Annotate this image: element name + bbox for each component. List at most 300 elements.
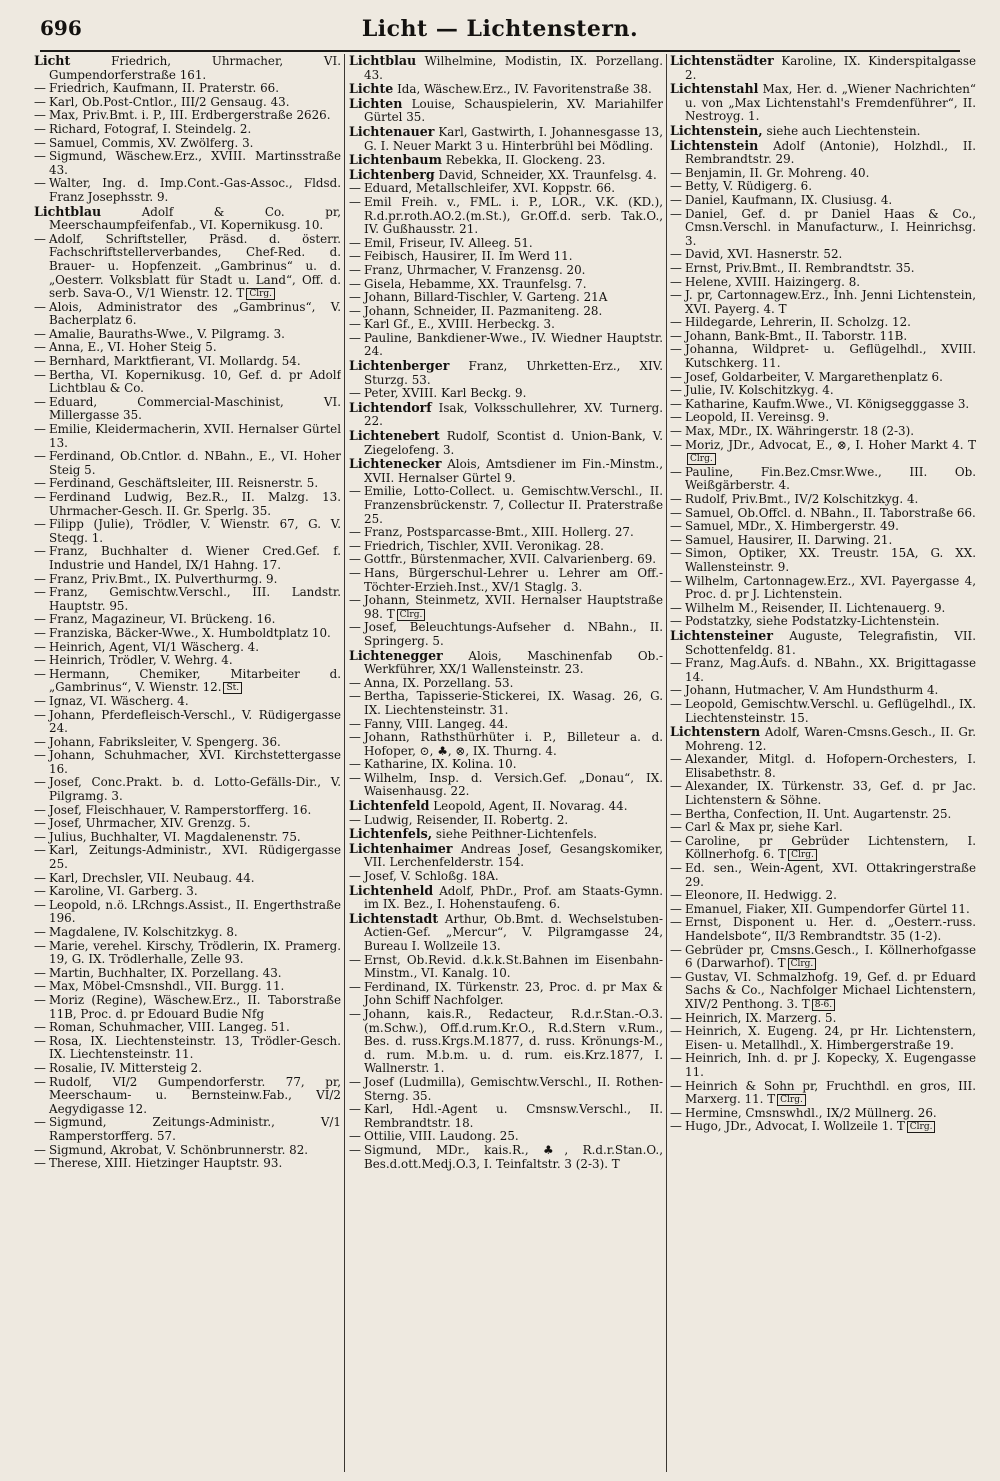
entry-text: Hermine, Cmsnswhdl., IX/2 Müllnerg. 26. <box>685 1105 937 1120</box>
ditto-dash: — <box>34 1060 46 1075</box>
ditto-dash: — <box>670 1105 682 1120</box>
entry-text: Franz, Uhrketten-Erz., XIV. Sturzg. 53. <box>364 359 663 387</box>
ditto-dash: — <box>349 770 361 785</box>
directory-entry <box>349 827 663 842</box>
entry-text: Simon, Optiker, XX. Treustr. 15A, G. XX. Wallensteinstr. 9. <box>685 546 976 574</box>
entry-text: Samuel, Commis, XV. Zwölferg. 3. <box>49 135 254 150</box>
ditto-dash: — <box>349 386 361 401</box>
entry-text: Alois, Administrator des „Gambrinus“, V. Bacherplatz 6. <box>49 299 341 328</box>
directory-entry <box>349 264 663 278</box>
directory-entry <box>349 153 663 168</box>
ditto-dash: — <box>34 938 46 953</box>
ditto-dash: — <box>349 689 361 704</box>
ditto-dash: — <box>34 1115 46 1130</box>
entry-surname: Lichtenstein, <box>670 122 763 138</box>
entry-text: Carl & Max pr, siehe Karl. <box>685 820 843 835</box>
directory-entry <box>34 150 341 177</box>
entry-text: Rudolf, Scontist d. Union-Bank, V. Ziegelofeng. 3. <box>364 429 663 457</box>
ditto-dash: — <box>349 1129 361 1144</box>
entry-surname: Lichtenstein <box>670 137 759 153</box>
entry-surname: Lichtenfels, <box>349 826 433 842</box>
entry-text: Karoline, IX. Kinderspitalgasse 2. <box>685 54 976 82</box>
directory-entry <box>670 780 976 807</box>
ditto-dash: — <box>349 869 361 884</box>
ditto-dash: — <box>670 424 682 439</box>
directory-entry <box>670 629 976 657</box>
directory-entry <box>34 491 341 518</box>
entry-text: Josef, Fleischhauer, V. Ramperstorfferg. 16. <box>49 802 312 817</box>
entry-tag: Clrg. <box>788 958 817 970</box>
entry-text: Heinrich, Inh. d. pr J. Kopecky, X. Eugengasse 11. <box>685 1051 976 1079</box>
entry-text: Anna, E., VI. Hoher Steig 5. <box>49 340 217 355</box>
directory-entry <box>349 758 663 772</box>
directory-entry <box>349 731 663 758</box>
ditto-dash: — <box>670 915 682 930</box>
ditto-dash: — <box>34 476 46 491</box>
entry-surname: Lichtenheld <box>349 882 434 898</box>
ditto-dash: — <box>34 121 46 136</box>
entry-text: Adolf, Schriftsteller, Präsd. d. österr. Fachschriftstellerverbandes, Chef-Red. d. Brauer- u. Hopfenzeit. „Gambrinus“ u. d. „Oesterr. Volksblatt für Stadt u. Land“, Off. d. serb. Sava-O., V/1 Wienstr. 12. T <box>49 231 341 301</box>
entry-text: Johann, Schneider, II. Pazmaniteng. 28. <box>364 303 603 318</box>
directory-entry <box>670 276 976 290</box>
ditto-dash: — <box>670 260 682 275</box>
ditto-dash: — <box>34 149 46 164</box>
directory-entry <box>670 507 976 521</box>
directory-entry <box>349 97 663 125</box>
entry-tag: Clrg. <box>246 288 275 300</box>
entry-tag: Clrg. <box>777 1094 806 1106</box>
directory-entry <box>670 316 976 330</box>
directory-entry <box>349 291 663 305</box>
column-1 <box>34 54 341 1474</box>
entry-text: J. pr, Cartonnagew.Erz., Inh. Jenni Lichtenstein, XVI. Payerg. 4. T <box>685 288 976 316</box>
ditto-dash: — <box>34 1156 46 1171</box>
entry-text: Max, Her. d. „Wiener Nachrichten“ u. von „Max Lichtenstahl's Fremdenführer“, II. Nestroyg. 1. <box>685 82 976 124</box>
ditto-dash: — <box>34 299 46 314</box>
ditto-dash: — <box>349 525 361 540</box>
entry-text: Friedrich, Tischler, XVII. Veronikag. 28. <box>364 538 604 553</box>
directory-entry <box>349 649 663 677</box>
ditto-dash: — <box>349 552 361 567</box>
directory-entry <box>34 423 341 450</box>
ditto-dash: — <box>670 369 682 384</box>
entry-text: Leopold, Agent, II. Novarag. 44. <box>433 799 628 814</box>
ditto-dash: — <box>670 437 682 452</box>
ditto-dash: — <box>349 812 361 827</box>
ditto-dash: — <box>349 290 361 305</box>
entry-text: Moriz (Regine), Wäschew.Erz., II. Taborstraße 11B, Proc. d. pr Edouard Budie Nfg <box>49 992 341 1021</box>
entry-text: Julie, IV. Kolschitzkyg. 4. <box>685 383 834 398</box>
directory-entry <box>34 899 341 926</box>
ditto-dash: — <box>670 410 682 425</box>
entry-text: Ottilie, VIII. Laudong. 25. <box>364 1129 519 1144</box>
directory-entry <box>670 262 976 276</box>
entry-text: Heinrich, IX. Marzerg. 5. <box>685 1010 837 1025</box>
directory-entry <box>349 621 663 648</box>
entry-text: Pauline, Bankdiener-Wwe., IV. Wiedner Hauptstr. 24. <box>364 330 663 359</box>
entry-text: Rudolf, Priv.Bmt., IV/2 Kolschitzkyg. 4. <box>685 492 919 506</box>
entry-text: Bertha, Confection, II. Unt. Augartenstr. 25. <box>685 806 952 821</box>
ditto-dash: — <box>34 422 46 437</box>
ditto-dash: — <box>670 1078 682 1093</box>
entry-text: Isak, Volksschullehrer, XV. Turnerg. 22. <box>364 400 663 429</box>
ditto-dash: — <box>349 757 361 772</box>
directory-entry <box>349 332 663 359</box>
directory-entry <box>670 371 976 385</box>
ditto-dash: — <box>34 1033 46 1048</box>
ditto-dash: — <box>349 1074 361 1089</box>
ditto-dash: — <box>34 544 46 559</box>
ditto-dash: — <box>670 888 682 903</box>
directory-entry <box>34 940 341 967</box>
ditto-dash: — <box>34 653 46 668</box>
directory-entry <box>349 182 663 196</box>
ditto-dash: — <box>670 532 682 547</box>
directory-entry <box>349 594 663 621</box>
entry-text: Ernst, Disponent u. Her. d. „Oesterr.-russ. Handelsbote“, II/3 Rembrandtstr. 35 (1-2). <box>685 915 976 943</box>
ditto-dash: — <box>34 829 46 844</box>
entry-text: Caroline, pr Gebrüder Lichtenstern, I. Köllnerhofg. 6. T <box>685 833 976 862</box>
entry-text: Josef, Conc.Prakt. b. d. Lotto-Gefälls-Dir., V. Pilgramg. 3. <box>49 775 341 804</box>
directory-entry <box>670 330 976 344</box>
entry-text: Hugo, JDr., Advocat, I. Wollzeile 1. T <box>685 1119 905 1134</box>
ditto-dash: — <box>349 730 361 745</box>
entry-text: Gebrüder pr, Cmsns.Gesch., I. Köllnerhofgasse 6 (Darwarhof). T <box>685 942 976 971</box>
ditto-dash: — <box>34 449 46 464</box>
directory-entry <box>670 520 976 534</box>
entry-text: Franz, Magazineur, VI. Brückeng. 16. <box>49 612 276 627</box>
ditto-dash: — <box>34 843 46 858</box>
entry-text: Franziska, Bäcker-Wwe., X. Humboldtplatz 10. <box>49 625 331 640</box>
ditto-dash: — <box>349 249 361 264</box>
ditto-dash: — <box>34 394 46 409</box>
directory-entry <box>34 926 341 940</box>
entry-text: Johann, kais.R., Redacteur, R.d.r.Stan.-O.3.(m.Schw.), Off.d.rum.Kr.O., R.d.Stern v.Rum., Bes. d. russ.Krgs.M.1877, d. russ. Krönungs-M., d. rum. M.b.m. u. d. rum. eis.Krz.1877, I. Wallnerstr. 1. <box>364 1006 663 1076</box>
entry-text: Franz, Gemischtw.Verschl., III. Landstr. Hauptstr. 95. <box>49 585 341 613</box>
ditto-dash: — <box>670 573 682 588</box>
directory-entry <box>349 1008 663 1076</box>
ditto-dash: — <box>670 505 682 520</box>
entry-text: Karl, Hdl.-Agent u. Cmsnsw.Verschl., II. Rembrandtstr. 18. <box>364 1102 663 1130</box>
ditto-dash: — <box>34 367 46 382</box>
entry-text: Adolf, PhDr., Prof. am Staats-Gymn. im IX. Bez., I. Hohenstaufeng. 6. <box>364 883 663 912</box>
entry-text: Bertha, VI. Kopernikusg. 10, Gef. d. pr Adolf Lichtblau & Co. <box>49 367 341 396</box>
entry-text: Karoline, VI. Garberg. 3. <box>49 884 198 899</box>
directory-entry <box>670 808 976 822</box>
ditto-dash: — <box>34 517 46 532</box>
entry-text: Alexander, IX. Türkenstr. 33, Gef. d. pr Jac. Lichtenstern & Söhne. <box>685 779 976 808</box>
ditto-dash: — <box>34 884 46 899</box>
directory-entry <box>349 250 663 264</box>
entry-text: Johann, Bank-Bmt., II. Taborstr. 11B. <box>685 328 908 343</box>
entry-surname: Lichtenauer <box>349 123 435 139</box>
directory-entry <box>670 194 976 208</box>
entry-text: siehe Peithner-Lichtenfels. <box>435 827 598 842</box>
ditto-dash: — <box>670 861 682 876</box>
entry-text: Rebekka, II. Glockeng. 23. <box>445 153 606 168</box>
entry-text: Franz, Uhrmacher, V. Franzensg. 20. <box>364 262 586 277</box>
directory-entry <box>349 318 663 332</box>
ditto-dash: — <box>349 1006 361 1021</box>
directory-entry <box>349 1144 663 1171</box>
entry-text: Therese, XIII. Hietzinger Hauptstr. 93. <box>49 1156 283 1171</box>
directory-entry <box>34 573 341 587</box>
ditto-dash: — <box>349 317 361 332</box>
ditto-dash: — <box>670 969 682 984</box>
entry-text: Ferdinand Ludwig, Bez.R., II. Malzg. 13. Uhrmacher-Gesch. II. Gr. Sperlg. 35. <box>49 490 341 518</box>
ditto-dash: — <box>670 546 682 561</box>
entry-surname: Lichtenberg <box>349 166 435 182</box>
entry-text: Ferdinand, IX. Türkenstr. 23, Proc. d. pr Max & John Schiff Nachfolger. <box>364 979 663 1008</box>
entry-surname: Lichtenfeld <box>349 798 430 814</box>
entry-text: Emil, Friseur, IV. Alleeg. 51. <box>364 235 533 250</box>
ditto-dash: — <box>34 775 46 790</box>
entry-text: Walter, Ing. d. Imp.Cont.-Gas-Assoc., Fldsd. Franz Josephsstr. 9. <box>49 176 341 204</box>
entry-surname: Lichtenecker <box>349 456 442 472</box>
entry-surname: Lichtendorf <box>349 399 432 415</box>
directory-entry <box>670 698 976 725</box>
entry-text: Johanna, Wildpret- u. Geflügelhdl., XVIII. Kutschkerg. 11. <box>685 342 976 371</box>
entry-surname: Lichtensteiner <box>670 627 773 643</box>
directory-entry <box>349 772 663 799</box>
entry-text: Sigmund, Akrobat, V. Schönbrunnerstr. 82. <box>49 1142 309 1157</box>
directory-entry <box>349 359 663 387</box>
entry-text: Betty, V. Rüdigerg. 6. <box>685 179 812 194</box>
entry-tag: St. <box>223 682 242 694</box>
entry-text: Hildegarde, Lehrerin, II. Scholzg. 12. <box>685 315 911 330</box>
entry-text: Ernst, Ob.Revid. d.k.k.St.Bahnen im Eisenbahn-Minstm., VI. Kanalg. 10. <box>364 952 663 981</box>
entry-text: Ludwig, Reisender, II. Robertg. 2. <box>364 812 569 827</box>
entry-text: Adolf (Antonie), Holzhdl., II. Rembrandtstr. 29. <box>685 138 976 167</box>
ditto-dash: — <box>34 693 46 708</box>
directory-entry <box>34 82 341 96</box>
ditto-dash: — <box>349 181 361 196</box>
directory-entry <box>34 1076 341 1117</box>
entry-text: Franz, Buchhalter d. Wiener Cred.Gef. f. Industrie und Handel, IX/1 Hahng. 17. <box>49 544 341 572</box>
directory-entry <box>34 205 341 233</box>
entry-text: Andreas Josef, Gesangskomiker, VII. Lerchenfelderstr. 154. <box>364 841 663 870</box>
directory-entry <box>670 615 976 629</box>
ditto-dash: — <box>349 716 361 731</box>
column-2 <box>349 54 663 1474</box>
directory-entry <box>34 1144 341 1158</box>
entry-text: Filipp (Julie), Trödler, V. Wienstr. 67, G. V. Steqg. 1. <box>49 517 341 545</box>
entry-text: Wilhelm M., Reisender, II. Lichtenauerg. 9. <box>685 600 946 615</box>
directory-entry <box>670 398 976 412</box>
directory-entry <box>34 709 341 736</box>
entry-text: Heinrich, X. Eugeng. 24, pr Hr. Lichtenstern, Eisen- u. Metallhdl., X. Himbergerstraße 19. <box>685 1024 976 1052</box>
directory-entry <box>349 168 663 183</box>
entry-text: Ed. sen., Wein-Agent, XVI. Ottakringerstraße 29. <box>685 861 976 889</box>
directory-entry <box>34 96 341 110</box>
entry-surname: Lichten <box>349 95 403 111</box>
directory-entry <box>349 842 663 870</box>
entry-surname: Lichtenstadt <box>349 910 439 926</box>
entry-text: Samuel, MDr., X. Himbergerstr. 49. <box>685 519 899 534</box>
entry-text: Pauline, Fin.Bez.Cmsr.Wwe., III. Ob. Weißgärberstr. 4. <box>685 464 976 493</box>
entry-text: Alexander, Mitgl. d. Hofopern-Orchesters, I. Elisabethstr. 8. <box>685 752 976 780</box>
directory-entry <box>349 677 663 691</box>
ditto-dash: — <box>670 342 682 357</box>
entry-text: Alois, Amtsdiener im Fin.-Minstm., XVII. Hernalser Gürtel 9. <box>364 457 663 485</box>
entry-text: Heinrich & Sohn pr, Fruchthdl. en gros, III. Marxerg. 11. T <box>685 1078 976 1107</box>
entry-text: Emilie, Kleidermacherin, XVII. Hernalser Gürtel 13. <box>49 422 341 450</box>
entry-text: Auguste, Telegrafistin, VII. Schottenfeldg. 81. <box>685 628 976 657</box>
entry-surname: Lichtblau <box>349 54 417 68</box>
ditto-dash: — <box>349 484 361 499</box>
entry-text: Sigmund, Zeitungs-Administr., V/1 Ramperstorfferg. 57. <box>49 1115 341 1143</box>
directory-entry <box>34 233 341 301</box>
directory-entry <box>34 994 341 1021</box>
directory-entry <box>34 613 341 627</box>
ditto-dash: — <box>34 1020 46 1035</box>
entry-text: Sigmund, MDr., kais.R., ♣, R.d.r.Stan.O., Bes.d.ott.Medj.O.3, I. Teinfaltstr. 3 (2-3). T <box>364 1142 663 1171</box>
entry-text: Magdalene, IV. Kolschitzkyg. 8. <box>49 925 238 939</box>
directory-entry <box>670 54 976 82</box>
directory-entry <box>34 776 341 803</box>
entry-text: Johann, Hutmacher, V. Am Hundsthurm 4. <box>685 683 939 698</box>
entry-text: Louise, Schauspielerin, XV. Mariahilfer Gürtel 35. <box>364 96 663 125</box>
ditto-dash: — <box>349 593 361 608</box>
directory-entry <box>670 493 976 507</box>
entry-text: Franz, Postsparcasse-Bmt., XIII. Hollerg. 27. <box>364 525 634 540</box>
page-number: 696 <box>40 16 82 40</box>
entry-surname: Lichtenberger <box>349 358 450 374</box>
entry-text: Helene, XVIII. Haizingerg. 8. <box>685 274 861 289</box>
directory-entry <box>34 1035 341 1062</box>
entry-text: Max, MDr., IX. Währingerstr. 18 (2-3). <box>685 424 915 439</box>
directory-entry <box>670 1052 976 1079</box>
entry-text: Roman, Schuhmacher, VIII. Langeg. 51. <box>49 1020 290 1035</box>
ditto-dash: — <box>670 247 682 262</box>
ditto-dash: — <box>670 179 682 194</box>
entry-text: Bertha, Tapisserie-Stickerei, IX. Wasag. 26, G. IX. Liechtensteinstr. 31. <box>364 689 663 717</box>
ditto-dash: — <box>670 1024 682 1039</box>
ditto-dash: — <box>349 330 361 345</box>
ditto-dash: — <box>34 625 46 640</box>
ditto-dash: — <box>34 1074 46 1089</box>
directory-entry <box>349 401 663 429</box>
entry-text: Julius, Buchhalter, VI. Magdalenenstr. 75. <box>49 829 301 844</box>
directory-entry <box>349 457 663 485</box>
directory-entry <box>670 425 976 439</box>
entry-text: Leopold, II. Vereinsg. 9. <box>685 410 830 425</box>
directory-entry <box>670 821 976 835</box>
entry-text: Eduard, Commercial-Maschinist, VI. Millergasse 35. <box>49 394 341 423</box>
column-3 <box>670 54 976 1474</box>
entry-text: Johann, Schuhmacher, XVI. Kirchstettergasse 16. <box>49 748 341 776</box>
directory-entry <box>670 944 976 971</box>
directory-entry <box>349 237 663 251</box>
directory-entry <box>670 411 976 425</box>
entry-text: Peter, XVIII. Karl Beckg. 9. <box>364 386 527 401</box>
ditto-dash: — <box>34 734 46 749</box>
entry-text: Martin, Buchhalter, IX. Porzellang. 43. <box>49 965 282 980</box>
directory-entry <box>670 167 976 181</box>
directory-entry <box>349 814 663 828</box>
ditto-dash: — <box>349 303 361 318</box>
directory-entry <box>670 547 976 574</box>
ditto-dash: — <box>349 565 361 580</box>
ditto-dash: — <box>349 538 361 553</box>
directory-entry <box>34 668 341 695</box>
entry-text: Leopold, Gemischtw.Verschl. u. Geflügelhdl., IX. Liechtensteinstr. 15. <box>685 696 976 725</box>
directory-entry <box>34 396 341 423</box>
directory-entry <box>670 384 976 398</box>
directory-entry <box>670 248 976 262</box>
directory-entry <box>670 657 976 684</box>
entry-surname: Lichtenegger <box>349 647 443 663</box>
column-divider <box>666 54 667 1472</box>
entry-text: Hermann, Chemiker, Mitarbeiter d. „Gambrinus“, V. Wienstr. 12. <box>49 666 341 695</box>
ditto-dash: — <box>34 571 46 586</box>
ditto-dash: — <box>34 802 46 817</box>
directory-entry <box>349 485 663 526</box>
entry-text: Emilie, Lotto-Collect. u. Gemischtw.Verschl., II. Franzensbrückenstr. 7, Collectur II. Praterstraße 25. <box>364 484 663 526</box>
directory-entry <box>349 1103 663 1130</box>
ditto-dash: — <box>670 696 682 711</box>
directory-entry <box>34 355 341 369</box>
entry-text: David, XVI. Hasnerstr. 52. <box>685 247 843 262</box>
ditto-dash: — <box>34 81 46 96</box>
directory-entry <box>34 844 341 871</box>
entry-text: Sigmund, Wäschew.Erz., XVIII. Martinsstraße 43. <box>49 149 341 177</box>
directory-entry <box>34 518 341 545</box>
entry-text: Karl, Gastwirth, I. Johannesgasse 13, G. I. Neuer Markt 3 u. Hinterbrühl bei Mödling. <box>364 124 663 153</box>
directory-entry <box>34 450 341 477</box>
ditto-dash: — <box>670 942 682 957</box>
directory-entry <box>349 981 663 1008</box>
entry-surname: Lichtblau <box>34 203 102 219</box>
ditto-dash: — <box>34 176 46 191</box>
entry-surname: Lichtenbaum <box>349 152 442 168</box>
entry-text: Gustav, VI. Schmalzhofg. 19, Gef. d. pr Eduard Sachs & Co., Nachfolger Michael Lichtenstern, XIV/2 Penthong. 3. T <box>685 969 976 1011</box>
entry-text: Bernhard, Marktfierant, VI. Mollardg. 54. <box>49 354 301 369</box>
entry-text: Karl Gf., E., XVIII. Herbeckg. 3. <box>364 317 555 332</box>
entry-surname: Lichtenstädter <box>670 54 774 68</box>
directory-entry <box>349 884 663 912</box>
directory-entry <box>34 341 341 355</box>
entry-text: Rosalie, IV. Mittersteig 2. <box>49 1060 202 1075</box>
ditto-dash: — <box>34 816 46 831</box>
directory-entry <box>349 690 663 717</box>
directory-entry <box>349 54 663 82</box>
directory-entry <box>670 753 976 780</box>
ditto-dash: — <box>670 288 682 303</box>
entry-text: Josef, Goldarbeiter, V. Margarethenplatz 6. <box>685 369 943 384</box>
directory-entry <box>670 602 976 616</box>
entry-text: Johann, Pferdefleisch-Verschl., V. Rüdigergasse 24. <box>49 707 341 736</box>
entry-text: Samuel, Ob.Offcl. d. NBahn., II. Taborstraße 66. <box>685 505 976 520</box>
entry-text: Heinrich, Agent, VI/1 Wäscherg. 4. <box>49 639 260 654</box>
directory-entry <box>670 725 976 753</box>
directory-entry <box>34 817 341 831</box>
directory-entry <box>670 889 976 903</box>
entry-text: Franz, Priv.Bmt., IX. Pulverthurmg. 9. <box>49 571 278 586</box>
entry-text: Hans, Bürgerschul-Lehrer u. Lehrer am Off.-Töchter-Erzieh.Inst., XV/1 Staglg. 3. <box>364 565 663 594</box>
directory-entry <box>670 124 976 139</box>
entry-text: Friedrich, Kaufmann, II. Praterstr. 66. <box>49 81 279 96</box>
ditto-dash: — <box>670 396 682 411</box>
entry-text: Amalie, Bauraths-Wwe., V. Pilgramg. 3. <box>49 326 285 341</box>
directory-entry <box>349 125 663 153</box>
directory-entry <box>349 526 663 540</box>
entry-text: Samuel, Hausirer, II. Darwing. 21. <box>685 532 893 547</box>
ditto-dash: — <box>34 490 46 504</box>
entry-tag: Clrg. <box>907 1121 936 1133</box>
directory-entry <box>34 695 341 709</box>
ditto-dash: — <box>670 1119 682 1134</box>
